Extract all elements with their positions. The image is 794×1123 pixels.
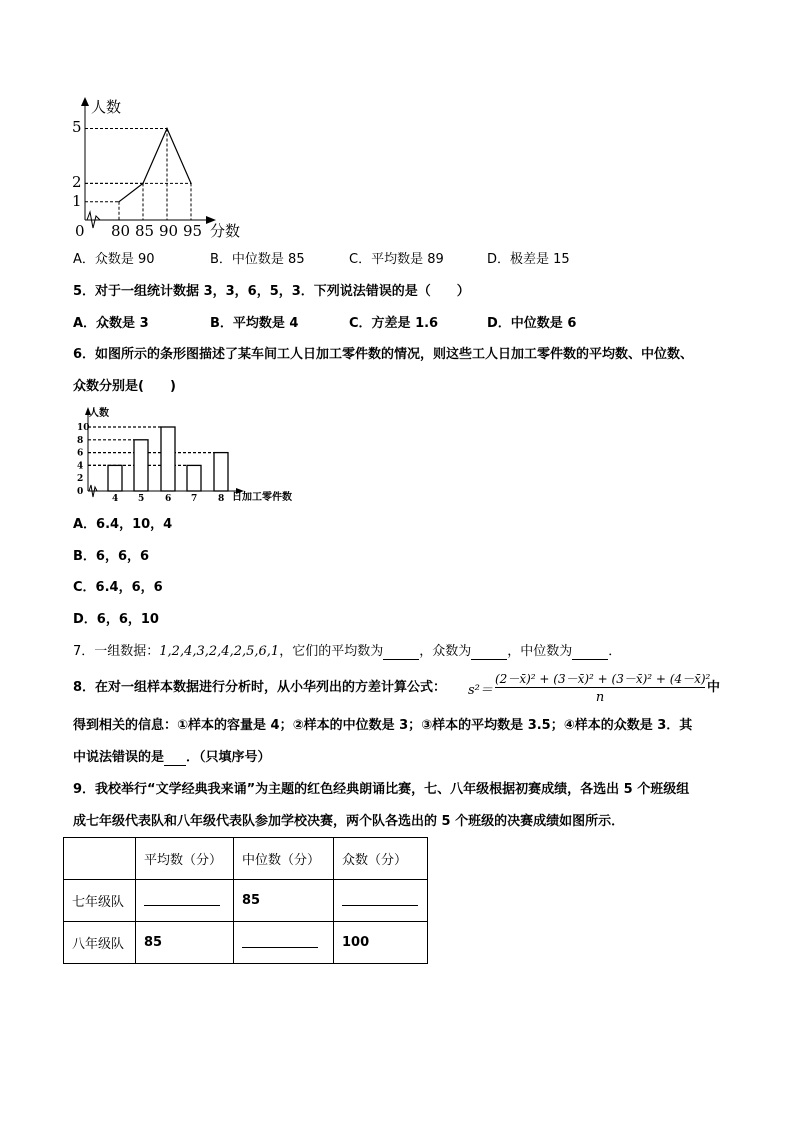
y-tick-label: 2 <box>72 173 82 191</box>
q7-mode-blank[interactable] <box>471 646 507 660</box>
y-tick-label: 1 <box>72 192 82 210</box>
q4-option-b: B．中位数是 85 <box>210 252 305 267</box>
scores-table <box>63 837 428 964</box>
q7-end: ． <box>608 644 622 659</box>
x-axis-label: 分数 <box>210 222 241 240</box>
q7-text: ，它们的平均数为 <box>279 644 384 659</box>
q5-option-c: C．方差是 1.6 <box>349 316 439 331</box>
q9-line1: 9．我校举行“文学经典我来诵”为主题的红色经典朗诵比赛，七、八年级根据初赛成绩，各选出 5 个班级组 <box>73 782 690 797</box>
q8-formula-numerator: (2－x̄)² + (3－x̄)² + (3－x̄)² + (4－x̄)² <box>495 672 711 686</box>
mode-cell[interactable] <box>334 880 428 922</box>
table-header-cell: 众数（分） <box>334 838 428 880</box>
bar-8 <box>214 453 228 491</box>
y-tick-label: 0 <box>77 487 84 497</box>
origin-label: 0 <box>75 222 85 240</box>
q8-line3 <box>73 750 271 766</box>
x-tick-label: 4 <box>112 494 119 503</box>
team-cell: 八年级队 <box>64 922 136 964</box>
q6-stem-line2: 众数分别是( ) <box>73 379 176 394</box>
q8-line3-b: ．（只填序号） <box>186 750 271 765</box>
q7-mean-blank[interactable] <box>383 646 419 660</box>
q8-prefix: 8．在对一组样本数据进行分析时，从小华列出的方差计算公式： <box>73 680 447 695</box>
table-header-cell: 平均数（分） <box>136 838 234 880</box>
guide-lines <box>88 427 214 465</box>
table-row <box>64 922 428 964</box>
x-tick-label: 85 <box>135 222 155 240</box>
y-tick-label: 6 <box>77 448 84 459</box>
x-tick-label: 8 <box>218 494 225 503</box>
q7-text: ，中位数为 <box>507 644 573 659</box>
q8-formula-lhs: s²＝ <box>468 683 493 698</box>
team-cell: 七年级队 <box>64 880 136 922</box>
x-tick-labels <box>112 494 224 503</box>
x-tick-label: 5 <box>138 494 145 503</box>
q5-option-d: D．中位数是 6 <box>487 316 577 331</box>
table-header-cell <box>64 838 136 880</box>
q5-option-a: A．众数是 3 <box>73 316 149 331</box>
y-tick-label: 4 <box>77 461 84 472</box>
x-tick-label: 80 <box>111 222 131 240</box>
y-tick-label: 5 <box>72 118 82 136</box>
q4-option-d: D．极差是 15 <box>487 252 570 267</box>
q9-line2: 成七年级代表队和八年级代表队参加学校决赛，两个队各选出的 5 个班级的决赛成绩如图所示． <box>73 814 625 829</box>
q4-option-a: A．众数是 90 <box>73 252 155 267</box>
bars <box>108 427 228 491</box>
y-axis-arrow <box>81 97 89 106</box>
bar-6 <box>161 427 175 491</box>
q8-line3-a: 中说法错误的是 <box>73 750 165 765</box>
y-axis-label: 人数 <box>91 98 122 116</box>
q8-answer-blank[interactable] <box>164 752 186 766</box>
q6-option-a: A．6.4，10，4 <box>73 517 173 532</box>
y-tick-label: 2 <box>77 474 84 485</box>
q7-median-blank[interactable] <box>572 646 608 660</box>
q6-option-c: C．6.4，6，6 <box>73 580 163 595</box>
answer-blank[interactable] <box>342 891 418 906</box>
q6-stem-line1: 6．如图所示的条形图描述了某车间工人日加工零件数的情况，则这些工人日加工零件数的平均数、中位数、 <box>73 347 694 362</box>
table-header-row <box>64 838 428 880</box>
mean-cell[interactable] <box>136 880 234 922</box>
score-series-line <box>119 129 191 202</box>
table-row <box>64 880 428 922</box>
q5-option-b: B．平均数是 4 <box>210 316 299 331</box>
mean-cell: 85 <box>136 922 234 964</box>
q6-option-b: B．6，6，6 <box>73 549 150 564</box>
x-tick-label: 6 <box>165 494 172 503</box>
median-cell: 85 <box>234 880 334 922</box>
x-axis-label: 日加工零件数 <box>232 492 292 503</box>
q8-line2: 得到相关的信息：①样本的容量是 4；②样本的中位数是 3；③样本的平均数是 3.5；④样本的众数是 3．其 <box>73 718 693 733</box>
q7-data: 1,2,4,3,2,4,2,5,6,1 <box>159 644 280 659</box>
y-axis-label: 人数 <box>89 408 109 419</box>
q7-prefix: 7．一组数据： <box>73 644 160 659</box>
answer-blank[interactable] <box>144 891 220 906</box>
parts-bar-chart <box>60 403 320 503</box>
bar-4 <box>108 465 122 491</box>
guide-lines <box>85 128 192 220</box>
x-tick-label: 90 <box>159 222 179 240</box>
q7-text: ，众数为 <box>419 644 472 659</box>
score-line-chart <box>60 92 260 242</box>
q7-line <box>73 644 621 660</box>
y-tick-label: 10 <box>77 423 90 433</box>
x-tick-label: 95 <box>183 222 203 240</box>
table-header-cell: 中位数（分） <box>234 838 334 880</box>
x-tick-label: 7 <box>191 494 198 503</box>
q8-suffix: 中 <box>707 680 721 695</box>
q6-option-d: D．6，6，10 <box>73 612 159 627</box>
mode-cell: 100 <box>334 922 428 964</box>
q8-formula-denominator: n <box>595 690 605 705</box>
fraction-bar <box>495 687 705 688</box>
answer-blank[interactable] <box>242 933 318 948</box>
y-tick-label: 8 <box>77 435 84 446</box>
bar-7 <box>187 465 201 491</box>
q5-stem: 5．对于一组统计数据 3，3，6，5，3．下列说法错误的是（ ） <box>73 284 470 299</box>
bar-5 <box>134 440 148 491</box>
q4-option-c: C．平均数是 89 <box>349 252 444 267</box>
median-cell[interactable] <box>234 922 334 964</box>
